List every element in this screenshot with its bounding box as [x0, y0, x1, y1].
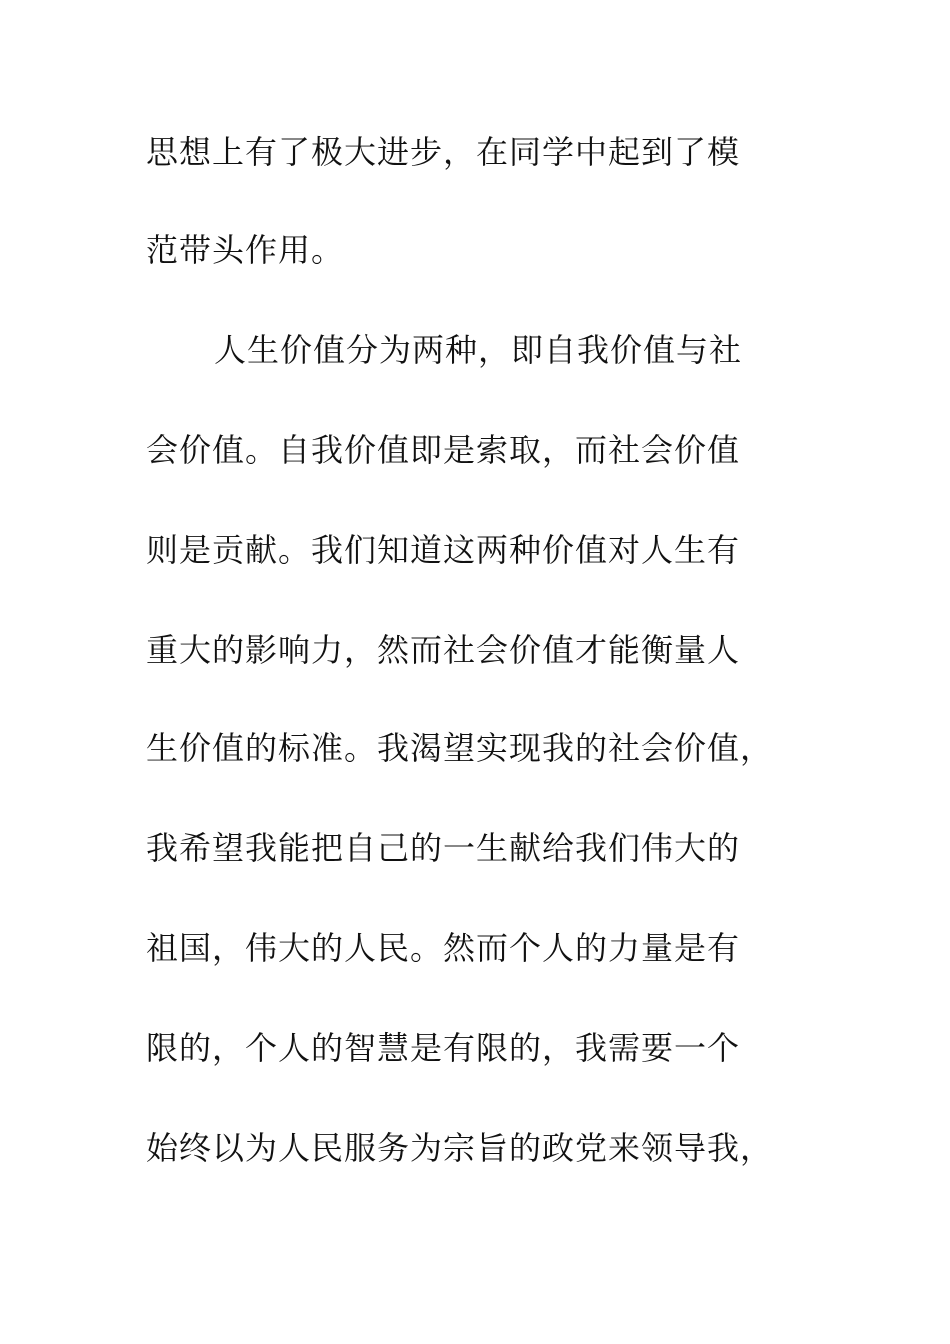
text-line-8: 我希望我能把自己的一生献给我们伟大的: [146, 829, 741, 867]
text-line-10: 限的，个人的智慧是有限的，我需要一个: [146, 1029, 741, 1067]
text-line-5: 则是贡献。我们知道这两种价值对人生有: [146, 531, 741, 569]
text-line-1: 思想上有了极大进步，在同学中起到了模: [146, 133, 741, 171]
text-line-6: 重大的影响力，然而社会价值才能衡量人: [146, 631, 741, 669]
text-line-9: 祖国，伟大的人民。然而个人的力量是有: [146, 929, 741, 967]
text-line-2: 范带头作用。: [146, 231, 345, 269]
paragraph-first-line: 人生价值分为两种，即自我价值与社: [214, 331, 743, 369]
text-line-7: 生价值的标准。我渴望实现我的社会价值，: [146, 729, 774, 767]
text-line-11: 始终以为人民服务为宗旨的政党来领导我，: [146, 1129, 774, 1167]
text-line-4: 会价值。自我价值即是索取，而社会价值: [146, 431, 741, 469]
